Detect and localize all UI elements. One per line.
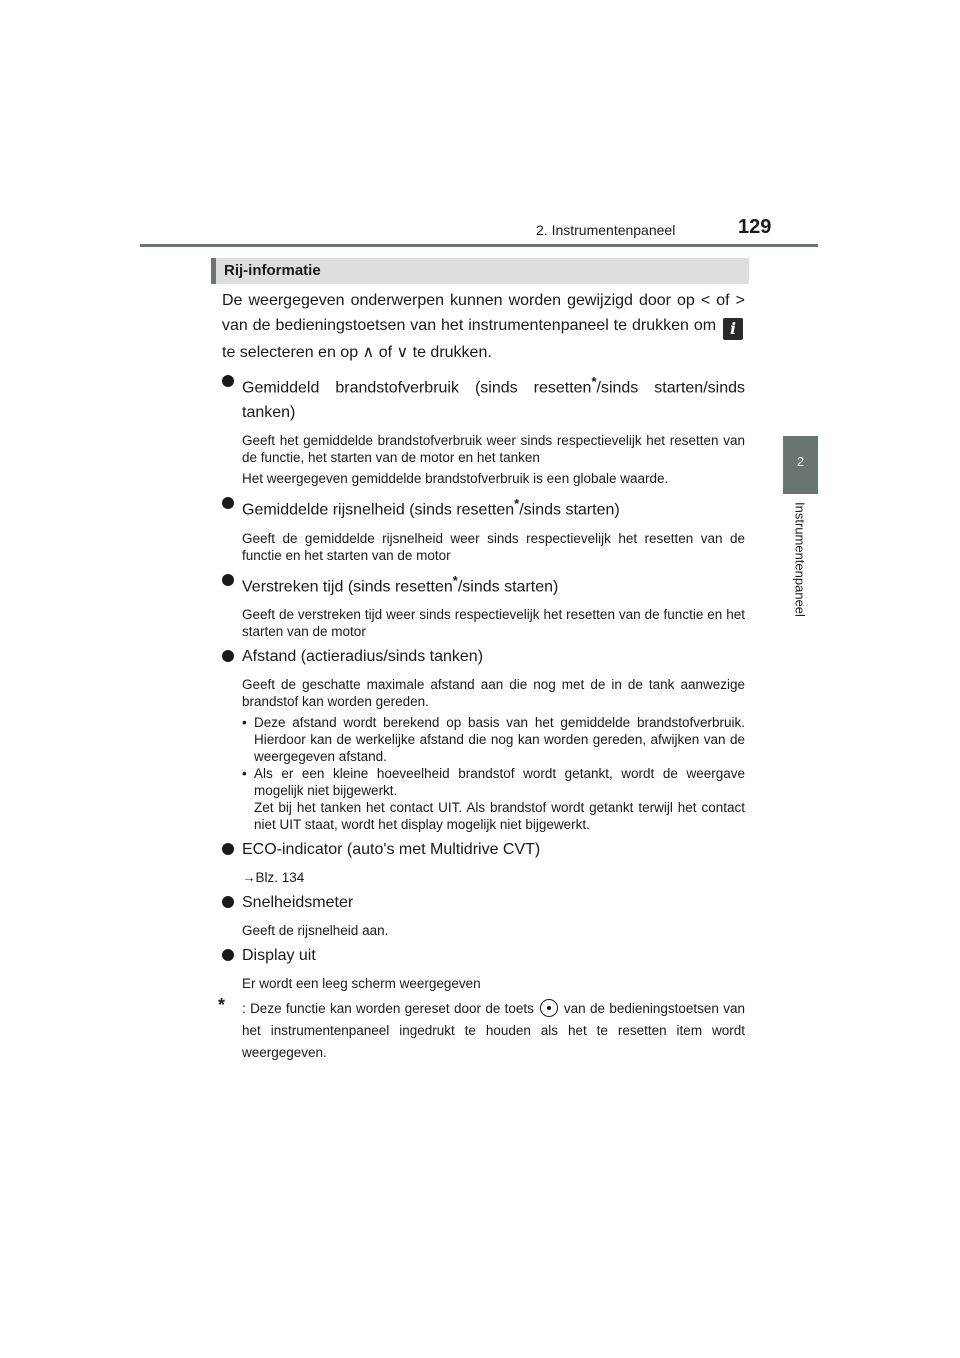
- section-title: Rij-informatie: [224, 262, 321, 279]
- item-title: Display uit: [242, 946, 316, 964]
- item-description-text: Geeft het gemiddelde brandstofverbruik weer sinds respectievelijk het resetten van de functie, het starten van de motor en het tanken: [242, 433, 745, 466]
- header-divider: [140, 244, 818, 247]
- list-item: [222, 491, 745, 563]
- item-description: [222, 530, 745, 564]
- intro-paragraph: [222, 288, 745, 365]
- footnote-star: *: [218, 994, 226, 1015]
- item-title: Gemiddelde rijsnelheid (sinds resetten: [242, 501, 515, 519]
- item-heading: [222, 890, 745, 915]
- list-item: [222, 837, 745, 886]
- bullet-icon: [222, 843, 234, 855]
- bullet-icon: [222, 896, 234, 908]
- footnote-text: : Deze functie kan worden gereset door de toets: [242, 1000, 534, 1016]
- chapter-tab-number: 2: [796, 454, 805, 469]
- chapter-tab-label: Instrumentenpaneel: [792, 502, 808, 617]
- page-reference: →Blz. 134: [242, 869, 305, 885]
- item-description-text: Er wordt een leeg scherm weergegeven: [242, 975, 481, 991]
- item-description: [222, 869, 745, 886]
- item-heading: [222, 644, 745, 669]
- page-number: 129: [738, 216, 772, 238]
- bullet-icon: [222, 949, 234, 961]
- sub-bullet-text: Zet bij het tanken het contact UIT. Als brandstof wordt getankt terwijl het contact niet UIT staat, wordt het display mogelijk niet bijgewerkt.: [254, 799, 745, 832]
- sub-bullet-marker: •: [242, 714, 247, 730]
- circle-button-icon: [540, 999, 558, 1017]
- item-title: Snelheidsmeter: [242, 893, 354, 911]
- list-item: [222, 943, 745, 992]
- footnote-star: *: [514, 496, 520, 512]
- intro-text-2: te selecteren en op ∧ of ∨ te drukken.: [222, 344, 492, 361]
- item-title-suffix: /sinds starten/sinds tanken): [242, 379, 745, 422]
- sub-bullet-text: Als er een kleine hoeveelheid brandstof wordt getankt, wordt de weergave mogelijk niet bijgewerkt.: [254, 765, 745, 798]
- item-heading: [222, 568, 745, 599]
- footnote-star: *: [452, 572, 458, 588]
- bullet-icon: [222, 375, 234, 387]
- list-item: [222, 644, 745, 833]
- item-description-text: Geeft de rijsnelheid aan.: [242, 922, 389, 938]
- item-description: [222, 606, 745, 640]
- sub-bullet-marker: •: [242, 765, 247, 781]
- chapter-tab: [783, 436, 818, 494]
- header-section-title: 2. Instrumentenpaneel: [536, 222, 676, 238]
- sub-bullet: [242, 714, 745, 765]
- footnote-text: van de bedieningstoetsen van het instrumentenpaneel ingedrukt te houden als het te resetten item wordt weergegeven.: [242, 1000, 745, 1060]
- item-heading: [222, 369, 745, 425]
- bullet-icon: [222, 650, 234, 662]
- sub-bullet-text: Deze afstand wordt berekend op basis van het gemiddelde brandstofverbruik. Hierdoor kan de werkelijke afstand die nog kan worden gereden, afwijken van de weergegeven afstand.: [254, 714, 745, 764]
- item-title: ECO-indicator (auto's met Multidrive CVT): [242, 840, 541, 858]
- item-description: [222, 922, 745, 939]
- item-description-text: Geeft de gemiddelde rijsnelheid weer sinds respectievelijk het resetten van de functie en het starten van de motor: [242, 530, 745, 563]
- sub-bullet: [242, 765, 745, 833]
- section-heading-bar: [211, 258, 749, 284]
- list-item: [222, 568, 745, 640]
- item-title: Gemiddeld brandstofverbruik (sinds resetten: [242, 379, 592, 397]
- item-description-text: Geeft de geschatte maximale afstand aan die nog met de in de tank aanwezige brandstof kan worden gereden.: [242, 676, 745, 709]
- item-heading: [222, 491, 745, 522]
- item-description-text: Het weergegeven gemiddelde brandstofverbruik is een globale waarde.: [242, 471, 669, 487]
- page-header: [0, 0, 960, 250]
- section-heading-accent: [211, 258, 216, 284]
- item-title: Afstand (actieradius/sinds tanken): [242, 647, 484, 665]
- item-title: Verstreken tijd (sinds resetten: [242, 577, 453, 595]
- list-item: [222, 369, 745, 487]
- item-heading: [222, 943, 745, 968]
- item-title-suffix: /sinds starten): [457, 577, 559, 595]
- info-icon: i: [723, 318, 743, 340]
- list-item: [222, 890, 745, 939]
- item-description: [222, 676, 745, 833]
- item-description-text: Geeft de verstreken tijd weer sinds respectievelijk het resetten van de functie en het starten van de motor: [242, 606, 745, 639]
- footnote: [218, 994, 745, 1064]
- intro-text-1: De weergegeven onderwerpen kunnen worden gewijzigd door op < of > van de bedieningstoetsen van het instrumentenpaneel te drukken om: [222, 292, 745, 334]
- item-heading: [222, 837, 745, 862]
- item-description: [222, 432, 745, 487]
- item-title-suffix: /sinds starten): [519, 501, 620, 519]
- main-content: [218, 288, 745, 1064]
- bullet-icon: [222, 574, 234, 586]
- item-description: [222, 975, 745, 992]
- bullet-icon: [222, 497, 234, 509]
- footnote-star: *: [591, 374, 597, 389]
